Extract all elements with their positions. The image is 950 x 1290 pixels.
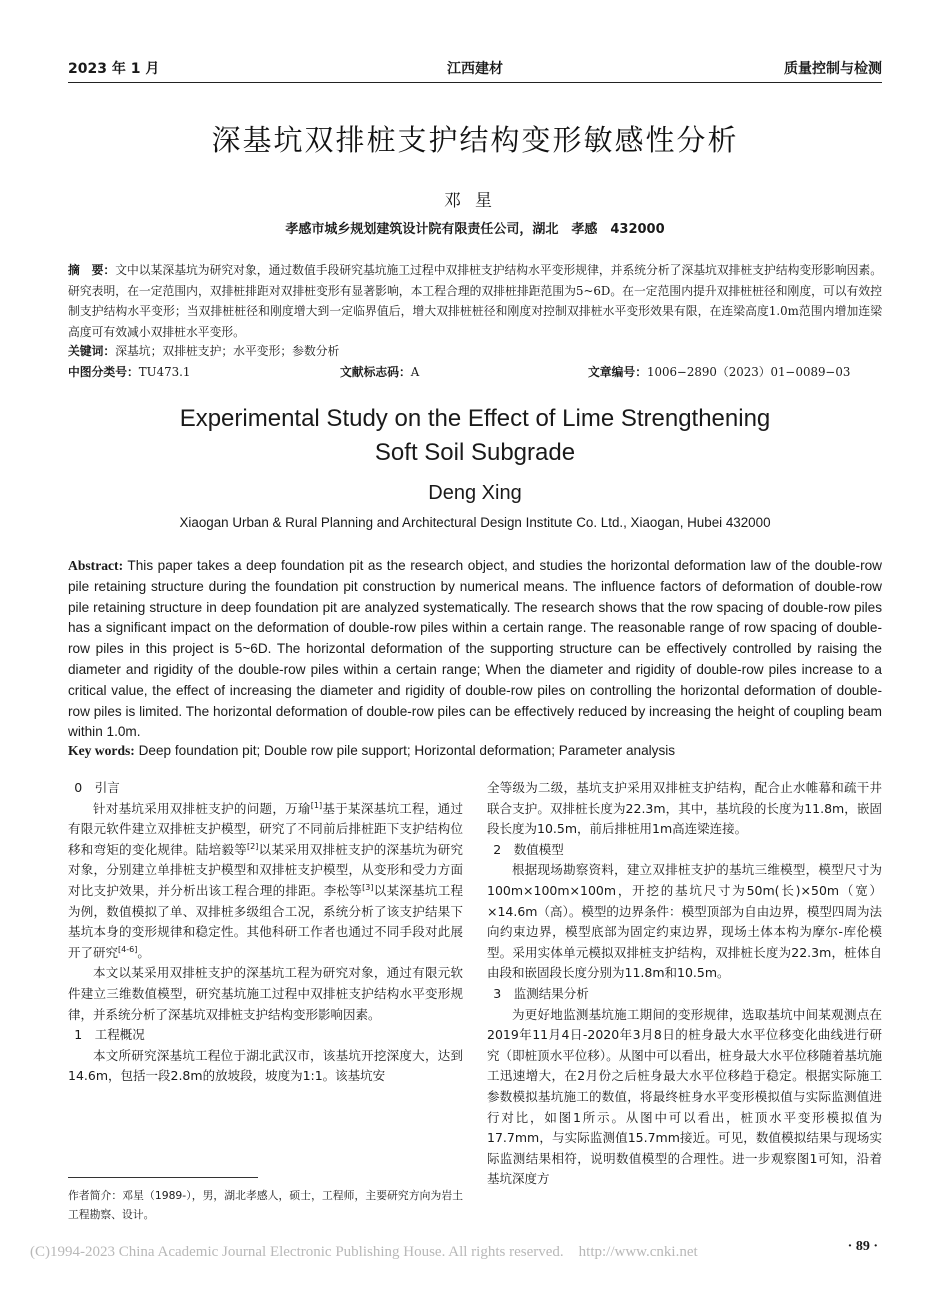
abstract-cn [68,260,882,342]
keywords-en [68,743,882,759]
article-label: 文章编号： [588,365,647,379]
citation-1: [1] [310,800,323,810]
author-en: Deng Xing [428,482,522,504]
author-cn: 邓星 [444,191,506,211]
keywords-cn-label: 关键词： [68,344,116,358]
section-0-heading: 0 引言 [74,780,120,795]
doc-value: A [410,365,420,379]
para-text: 针对基坑采用双排桩支护的问题，万瑜 [93,800,311,816]
abstract-cn-text: 文中以某深基坑为研究对象，通过数值手段研究基坑施工过程中双排桩支护结构水平变形规律，并系统分析了深基坑双排桩支护结构变形影响因素。研究表明，在一定范围内，双排桩排距对双排桩变形有显著影响，本工程合理的双排桩排距范围为5~6D。在一定范围内提升双排桩桩径和刚度，可以有效控制支护结构水平变形；当双排桩桩径和刚度增大到一定临界值后，增大双排桩桩径和刚度对控制双排桩水平变形效果有限，在连梁高度1.0m范围内增加连梁高度可有效减小双排桩水平变形。 [68,263,883,339]
article-number [588,363,850,380]
section-2-heading: 2 数值模型 [493,841,564,857]
paragraph-intro-2: 本文以某采用双排桩支护的深基坑工程为研究对象，通过有限元软件建立三维数值模型，研究基坑施工过程中双排桩支护结构水平变形规律，并系统分析了深基坑双排桩支护结构变形影响因素。 [68,965,463,1022]
header-date: 2023 年 1 月 [68,61,160,77]
running-header [68,56,882,83]
paragraph-intro-1 [68,799,463,964]
para-text: 以某深基坑工程为例，数值模拟了单、双排桩多级组合工况，系统分析了该支护结果下基坑本身的变形规律和稳定性。其他科研工作者也通过不同手段对此展开了研究 [68,882,463,960]
doc-code [340,363,419,380]
copyright-watermark: (C)1994-2023 China Academic Journal Electronic Publishing House. All rights reserved. http://www.cnki.net [30,1244,698,1260]
section-1-heading: 1 工程概况 [74,1027,145,1043]
section-3-heading: 3 监测结果分析 [493,985,589,1001]
header-journal: 江西建材 [447,61,503,77]
keywords-cn [68,342,882,359]
header-section: 质量控制与检测 [784,61,882,77]
paragraph-monitoring: 为更好地监测基坑施工期间的变形规律，选取基坑中间某观测点在2019年11月4日-2020年3月8日的桩身最大水平位移变化曲线进行研究（即桩顶水平位移）。从图中可以看出，桩身最大水平位移随着基坑施工迅速增大，在2月份之后桩身最大水平位移趋于稳定。根据实际施工参数模拟基坑施工的数值，将最终桩身水平变形模拟值与实际监测值进行对比，如图1所示。从图中可以看出，桩顶水平变形模拟值为17.7mm，与实际监测值15.7mm接近。可见，数值模拟结果与现场实际监测结果相符，说明数值模型的合理性。进一步观察图1可知，沿着基坑深度方 [487,1006,882,1187]
citation-4-6: [4-6] [118,944,138,954]
body-column-left [68,778,463,1087]
abstract-cn-label: 摘 要： [68,263,116,277]
title-en [0,402,950,470]
paragraph-overview-cont: 全等级为二级，基坑支护采用双排桩支护结构，配合止水帷幕和疏干井联合支护。双排桩长度为22.3m，其中，基坑段的长度为11.8m，嵌固段长度为10.5m，前后排桩用1m高连梁连接。 [487,780,882,837]
doc-label: 文献标志码： [340,365,411,379]
clc-label: 中图分类号： [68,365,139,379]
affiliation-en: Xiaogan Urban & Rural Planning and Architectural Design Institute Co. Ltd., Xiaogan, Hubei 432000 [179,515,771,530]
title-en-line2: Soft Soil Subgrade [374,439,576,466]
abstract-en-text: This paper takes a deep foundation pit as the research object, and studies the horizontal deformation law of the double-row pile retaining structure during the foundation pit construction by numerical means. The influence factors of deformation of double-row pile retaining structure in deep foundation pit are analyzed systematically. The research shows that the row spacing of double-row piles has a significant impact on the deformation of double-row piles within a certain range. The reasonable range of row spacing of double-row piles in this project is 5~6D. The horizontal deformation of the supporting structure can be effectively controlled by raising the diameter and rigidity of the double-row piles within a certain range; When the diameter and rigidity of double-row piles increase to a critical value, the effect of increasing the diameter and rigidity of double-row piles on controlling the horizontal deformation of double-row piles is limited. The horizontal deformation of double-row piles can be effectively reduced by increasing the height of coupling beam within 1.0m. [68,558,882,740]
clc-number [68,363,190,380]
keywords-en-label: Key words: [68,743,135,758]
citation-3: [3] [362,882,374,892]
keywords-en-text: Deep foundation pit; Double row pile support; Horizontal deformation; Parameter analysis [134,743,676,758]
footnote-divider [68,1177,258,1178]
para-text: 以某采用双排桩支护的深基坑为研究对象，分别建立单排桩支护模型和双排桩支护模型，从变形和受力方面对比支护效果，并分析出该工程合理的排距。李松等 [68,841,463,898]
para-text: 。 [137,944,150,960]
abstract-en-label: Abstract: [68,558,124,573]
article-value: 1006−2890（2023）01−0089−03 [647,365,851,379]
keywords-cn-text: 深基坑；双排桩支护；水平变形；参数分析 [115,344,340,358]
title-cn: 深基坑双排桩支护结构变形敏感性分析 [211,123,739,157]
para-text: 基于某深基坑工程，通过有限元软件建立双排桩支护模型，研究了不同前后排桩距下支护结构位移和弯矩的变化规律。陆培毅等 [68,800,463,857]
title-en-line1: Experimental Study on the Effect of Lime Strengthening [179,405,771,432]
paragraph-model: 根据现场勘察资料，建立双排桩支护的基坑三维模型，模型尺寸为100m×100m×100m，开挖的基坑尺寸为50m(长)×50m（宽）×14.6m（高）。模型的边界条件：模型顶部为自由边界，模型四周为法向约束边界，模型底部为固定约束边界，现场土体本构为摩尔-库伦模型。采用实体单元模拟双排桩支护结构，双排桩长度为22.3m，桩体自由段和嵌固段长度分别为11.8m和10.5m。 [487,862,882,981]
abstract-en [68,556,882,743]
page-number: · 89 · [847,1239,878,1254]
body-column-right [487,778,882,1190]
paragraph-overview: 本文所研究深基坑工程位于湖北武汉市，该基坑开挖深度大，达到14.6m，包括一段2.8m的放坡段，坡度为1:1。该基坑安 [68,1047,463,1084]
affiliation-cn: 孝感市城乡规划建筑设计院有限责任公司，湖北 孝感 432000 [285,222,665,237]
author-footnote: 作者简介：邓星（1989-），男，湖北孝感人，硕士，工程师，主要研究方向为岩土工程勘察、设计。 [68,1189,463,1221]
article-meta [68,363,882,381]
citation-2: [2] [247,841,259,851]
clc-value: TU473.1 [138,365,191,379]
